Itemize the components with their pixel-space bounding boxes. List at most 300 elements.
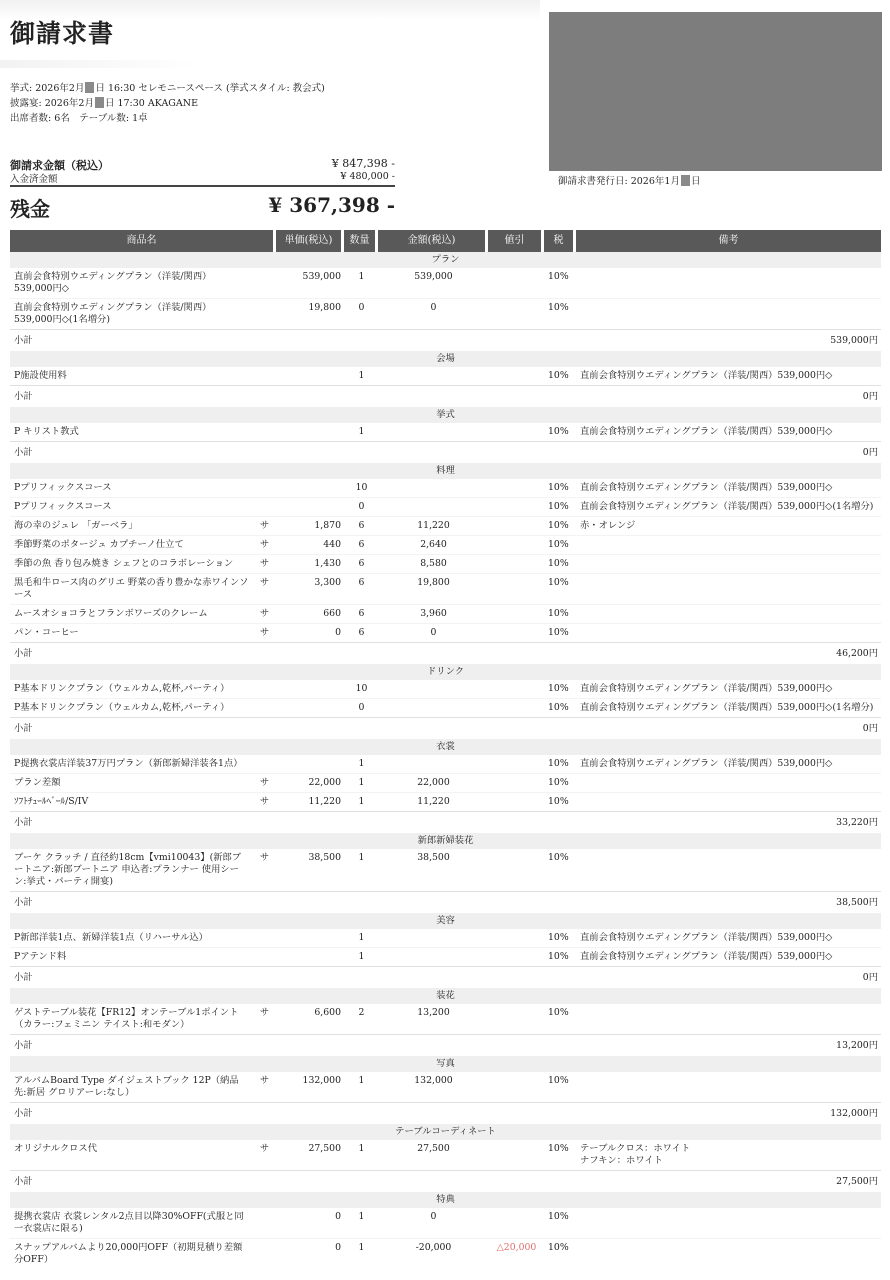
col-header-qty: 数量 xyxy=(344,230,378,252)
invoice-table xyxy=(10,230,881,1269)
item-name: ブーケ クラッチ / 直径約18cm【vmi10043】(新郎ブートニア:新郎ブートニア 申込者:プランナー 使用シーン:挙式・パーティ開宴) xyxy=(14,852,242,887)
subtotal-value: 0円 xyxy=(276,966,881,988)
item-unit-price: 539,000 xyxy=(302,271,341,282)
title-underline xyxy=(0,60,200,68)
subtotal-value: 33,220円 xyxy=(276,811,881,833)
item-service-mark: サ xyxy=(252,554,276,573)
item-discount xyxy=(488,268,544,298)
balance-value: ¥ 367,398 - xyxy=(268,193,395,217)
col-header-amount: 金額(税込) xyxy=(378,230,488,252)
item-quantity: 6 xyxy=(344,623,378,642)
invoice-total-row xyxy=(10,157,395,171)
item-name: P施設使用料 xyxy=(14,370,67,381)
item-unit-price: 6,600 xyxy=(314,1007,341,1018)
item-name: Pプリフィックスコース xyxy=(14,482,112,493)
item-discount: △20,000 xyxy=(488,1238,544,1269)
item-tax-rate: 10% xyxy=(548,271,569,282)
item-service-mark xyxy=(252,947,276,966)
item-quantity: 1 xyxy=(358,271,365,282)
item-note: 直前会食特別ウエディングプラン（洋装/関西）539,000円◇ xyxy=(580,683,833,694)
subtotal-value: 46,200円 xyxy=(276,642,881,664)
item-discount xyxy=(488,535,544,554)
item-note xyxy=(576,773,881,792)
item-quantity: 6 xyxy=(344,573,378,604)
reception-info: 披露宴: 2026年2月 日 17:30 AKAGANE xyxy=(10,98,199,109)
item-service-mark xyxy=(252,268,276,298)
category-row xyxy=(10,252,881,268)
category-label: ドリンク xyxy=(10,664,881,680)
item-quantity: 1 xyxy=(358,426,365,437)
category-label: 料理 xyxy=(10,463,881,479)
item-row xyxy=(10,849,881,891)
item-discount xyxy=(488,554,544,573)
item-service-mark xyxy=(252,698,276,717)
item-service-mark xyxy=(252,1208,276,1238)
item-amount xyxy=(378,698,488,717)
item-unit-price: 440 xyxy=(276,535,344,554)
item-note xyxy=(576,1238,881,1269)
category-row xyxy=(10,913,881,929)
subtotal-row xyxy=(10,717,881,739)
subtotal-label: 小計 xyxy=(10,1102,276,1124)
item-note: 直前会食特別ウエディングプラン（洋装/関西）539,000円◇ xyxy=(580,370,833,381)
totals-block xyxy=(10,157,395,221)
item-service-mark xyxy=(252,755,276,773)
item-tax-rate: 10% xyxy=(544,573,576,604)
subtotal-label: 小計 xyxy=(10,1170,276,1192)
subtotal-value: 0円 xyxy=(276,441,881,463)
attendance-info: 出席者数: 6名 テーブル数: 1卓 xyxy=(10,113,148,124)
item-name: Pアテンド料 xyxy=(10,947,252,966)
item-row xyxy=(10,423,881,441)
item-note: 直前会食特別ウエディングプラン（洋装/関西）539,000円◇ xyxy=(580,426,833,437)
item-name: アルバムBoard Type ダイジェストブック 12P（納品先:新居 グロリアーレ:なし） xyxy=(14,1075,239,1098)
item-quantity: 1 xyxy=(358,852,365,863)
item-note xyxy=(576,1004,881,1034)
item-name: 海の幸のジュレ 「ガーベラ」 xyxy=(10,516,252,535)
item-unit-price: 27,500 xyxy=(308,1143,341,1154)
item-service-mark: サ xyxy=(252,573,276,604)
item-amount: 3,960 xyxy=(378,604,488,623)
item-discount xyxy=(488,773,544,792)
item-amount xyxy=(378,929,488,947)
item-amount: 22,000 xyxy=(378,773,488,792)
item-unit-price: 22,000 xyxy=(276,773,344,792)
subtotal-row xyxy=(10,966,881,988)
item-quantity: 0 xyxy=(344,298,378,329)
category-row xyxy=(10,739,881,755)
item-quantity: 1 xyxy=(358,758,365,769)
redaction-mark xyxy=(85,82,94,93)
item-discount xyxy=(488,1208,544,1238)
col-header-discount: 値引 xyxy=(488,230,544,252)
item-tax-rate: 10% xyxy=(544,698,576,717)
item-quantity: 6 xyxy=(344,516,378,535)
item-tax-rate: 10% xyxy=(544,773,576,792)
item-unit-price xyxy=(276,367,344,385)
item-discount xyxy=(488,367,544,385)
item-discount xyxy=(488,516,544,535)
category-label: 装花 xyxy=(10,988,881,1004)
item-row xyxy=(10,604,881,623)
item-name: 季節の魚 香り包み焼き シェフとのコラボレーション xyxy=(10,554,252,573)
category-label: 会場 xyxy=(10,351,881,367)
item-amount xyxy=(378,755,488,773)
item-row xyxy=(10,755,881,773)
item-row xyxy=(10,1004,881,1034)
redacted-photo xyxy=(549,12,882,171)
item-note: 直前会食特別ウエディングプラン（洋装/関西）539,000円◇ xyxy=(580,932,833,943)
item-quantity: 1 xyxy=(358,370,365,381)
subtotal-label: 小計 xyxy=(10,891,276,913)
item-quantity: 6 xyxy=(344,535,378,554)
item-name: ムースオショコラとフランボワーズのクレーム xyxy=(10,604,252,623)
category-label: テーブルコーディネート xyxy=(10,1124,881,1140)
item-discount xyxy=(488,698,544,717)
item-row xyxy=(10,698,881,717)
item-amount xyxy=(378,367,488,385)
item-amount xyxy=(378,497,488,516)
item-unit-price xyxy=(276,755,344,773)
item-amount: 11,220 xyxy=(378,792,488,811)
item-unit-price xyxy=(276,680,344,698)
item-amount xyxy=(378,423,488,441)
paid-label: 入金済金額 xyxy=(10,174,58,185)
item-row xyxy=(10,535,881,554)
item-tax-rate: 10% xyxy=(548,932,569,943)
item-unit-price xyxy=(276,423,344,441)
item-discount xyxy=(488,479,544,497)
category-label: 特典 xyxy=(10,1192,881,1208)
category-row xyxy=(10,664,881,680)
subtotal-label: 小計 xyxy=(10,385,276,407)
item-row xyxy=(10,792,881,811)
item-tax-rate: 10% xyxy=(548,426,569,437)
item-name: パン・コーヒー xyxy=(10,623,252,642)
item-service-mark xyxy=(252,423,276,441)
subtotal-value: 132,000円 xyxy=(276,1102,881,1124)
item-discount xyxy=(488,929,544,947)
item-row xyxy=(10,1072,881,1102)
item-discount xyxy=(488,792,544,811)
item-amount: 0 xyxy=(430,1211,437,1222)
item-name: スナップアルバムより20,000円OFF（初期見積り差額分OFF） xyxy=(10,1238,252,1269)
item-name: 季節野菜のポタージュ カプチーノ仕立て xyxy=(10,535,252,554)
item-name: P キリスト教式 xyxy=(14,426,79,437)
item-tax-rate: 10% xyxy=(544,535,576,554)
category-row xyxy=(10,1192,881,1208)
item-note xyxy=(576,849,881,891)
subtotal-value: 27,500円 xyxy=(276,1170,881,1192)
item-unit-price: 660 xyxy=(276,604,344,623)
subtotal-label: 小計 xyxy=(10,1034,276,1056)
subtotal-label: 小計 xyxy=(10,811,276,833)
item-unit-price xyxy=(276,479,344,497)
item-service-mark: サ xyxy=(252,535,276,554)
item-row xyxy=(10,1208,881,1238)
subtotal-label: 小計 xyxy=(10,966,276,988)
item-note xyxy=(576,535,881,554)
subtotal-row xyxy=(10,385,881,407)
item-discount xyxy=(488,947,544,966)
subtotal-row xyxy=(10,329,881,351)
item-service-mark: サ xyxy=(252,623,276,642)
col-header-price: 単価(税込) xyxy=(276,230,344,252)
item-name: 直前会食特別ウエディングプラン（洋装/関西）539,000円◇ xyxy=(14,271,212,294)
item-unit-price: 19,800 xyxy=(276,298,344,329)
item-row xyxy=(10,497,881,516)
item-note xyxy=(576,1072,881,1102)
category-label: 写真 xyxy=(10,1056,881,1072)
item-unit-price: 3,300 xyxy=(276,573,344,604)
item-quantity: 6 xyxy=(344,604,378,623)
item-quantity: 1 xyxy=(344,947,378,966)
item-note: 赤・オレンジ xyxy=(576,516,881,535)
item-service-mark xyxy=(252,479,276,497)
item-service-mark: サ xyxy=(259,1075,270,1086)
col-header-tax: 税 xyxy=(544,230,576,252)
item-amount: 0 xyxy=(378,298,488,329)
item-amount: 8,580 xyxy=(378,554,488,573)
item-tax-rate: 10% xyxy=(544,947,576,966)
subtotal-label: 小計 xyxy=(10,642,276,664)
item-quantity: 2 xyxy=(358,1007,365,1018)
item-discount xyxy=(488,1140,544,1170)
item-row xyxy=(10,929,881,947)
item-service-mark xyxy=(252,1238,276,1269)
item-unit-price: 0 xyxy=(335,1211,341,1222)
item-service-mark xyxy=(252,298,276,329)
item-note: 直前会食特別ウエディングプラン（洋装/関西）539,000円◇(1名増分) xyxy=(576,698,881,717)
item-note xyxy=(576,298,881,329)
item-service-mark xyxy=(252,680,276,698)
item-note xyxy=(576,792,881,811)
item-name: 黒毛和牛ロース肉のグリエ 野菜の香り豊かな赤ワインソース xyxy=(10,573,252,604)
category-label: 衣裳 xyxy=(10,739,881,755)
item-quantity: 1 xyxy=(344,792,378,811)
category-row xyxy=(10,833,881,849)
item-tax-rate: 10% xyxy=(544,554,576,573)
subtotal-row xyxy=(10,441,881,463)
item-service-mark: サ xyxy=(252,773,276,792)
page-title: 御請求書 xyxy=(10,19,115,48)
subtotal-value: 0円 xyxy=(276,385,881,407)
item-quantity: 1 xyxy=(344,1238,378,1269)
item-service-mark: サ xyxy=(259,852,270,863)
ceremony-info: 挙式: 2026年2月 日 16:30 セレモニースペース (挙式スタイル: 教会式) xyxy=(10,83,325,94)
item-unit-price: 11,220 xyxy=(276,792,344,811)
category-row xyxy=(10,463,881,479)
item-amount: 27,500 xyxy=(417,1143,450,1154)
redaction-mark xyxy=(95,97,104,108)
item-discount xyxy=(488,298,544,329)
subtotal-value: 38,500円 xyxy=(276,891,881,913)
item-discount xyxy=(488,755,544,773)
item-tax-rate: 10% xyxy=(544,792,576,811)
item-service-mark: サ xyxy=(252,604,276,623)
item-note: 直前会食特別ウエディングプラン（洋装/関西）539,000円◇ xyxy=(580,758,833,769)
item-unit-price xyxy=(276,497,344,516)
item-discount xyxy=(488,849,544,891)
item-amount xyxy=(378,947,488,966)
item-service-mark xyxy=(252,367,276,385)
item-tax-rate: 10% xyxy=(548,1007,569,1018)
item-tax-rate: 10% xyxy=(544,298,576,329)
item-row xyxy=(10,623,881,642)
item-name: ｿﾌﾄﾁｭｰﾙﾍﾞｰﾙ/S/IV xyxy=(10,792,252,811)
item-service-mark: サ xyxy=(259,1007,270,1018)
item-row xyxy=(10,298,881,329)
item-quantity: 1 xyxy=(358,1075,365,1086)
category-row xyxy=(10,988,881,1004)
item-amount: 539,000 xyxy=(414,271,453,282)
item-tax-rate: 10% xyxy=(548,482,569,493)
category-row xyxy=(10,1124,881,1140)
item-discount xyxy=(488,423,544,441)
item-tax-rate: 10% xyxy=(548,1075,569,1086)
item-row xyxy=(10,573,881,604)
subtotal-row xyxy=(10,642,881,664)
item-amount xyxy=(378,680,488,698)
subtotal-value: 539,000円 xyxy=(276,329,881,351)
item-row xyxy=(10,773,881,792)
item-tax-rate: 10% xyxy=(544,516,576,535)
item-unit-price: 0 xyxy=(276,1238,344,1269)
item-quantity: 1 xyxy=(358,932,365,943)
category-label: 美容 xyxy=(10,913,881,929)
item-note: 直前会食特別ウエディングプラン（洋装/関西）539,000円◇ xyxy=(580,482,833,493)
subtotal-row xyxy=(10,811,881,833)
item-row xyxy=(10,268,881,298)
item-unit-price: 132,000 xyxy=(302,1075,341,1086)
item-name: ゲストテーブル装花【FR12】オンテーブル1ポイント（カラー:フェミニン テイスト:和モダン） xyxy=(14,1007,239,1030)
item-name: P新郎洋装1点、新婦洋装1点（リハーサル込） xyxy=(14,932,208,943)
subtotal-value: 0円 xyxy=(276,717,881,739)
item-row xyxy=(10,554,881,573)
item-tax-rate: 10% xyxy=(548,370,569,381)
item-service-mark: サ xyxy=(252,792,276,811)
item-unit-price: 38,500 xyxy=(308,852,341,863)
item-tax-rate: 10% xyxy=(544,604,576,623)
item-note: テーブルクロス：ホワイト ナフキン：ホワイト xyxy=(580,1143,691,1166)
item-note xyxy=(576,554,881,573)
table-header-row xyxy=(10,230,881,252)
item-discount xyxy=(488,1004,544,1034)
balance-label: 残金 xyxy=(10,197,50,221)
item-name: P基本ドリンクプラン（ウェルカム,乾杯,パーティ） xyxy=(14,683,230,694)
item-tax-rate: 10% xyxy=(544,623,576,642)
item-amount xyxy=(378,479,488,497)
item-note xyxy=(576,573,881,604)
item-quantity: 10 xyxy=(355,482,368,493)
subtotal-label: 小計 xyxy=(10,329,276,351)
category-label: プラン xyxy=(10,252,881,268)
subtotal-row xyxy=(10,1102,881,1124)
item-row xyxy=(10,1140,881,1170)
item-unit-price xyxy=(276,929,344,947)
item-note: 直前会食特別ウエディングプラン（洋装/関西）539,000円◇(1名増分) xyxy=(576,497,881,516)
paid-row xyxy=(10,171,395,184)
subtotal-row xyxy=(10,1170,881,1192)
item-note xyxy=(576,1208,881,1238)
item-amount: 2,640 xyxy=(378,535,488,554)
item-service-mark xyxy=(252,929,276,947)
item-amount: 0 xyxy=(378,623,488,642)
event-info xyxy=(10,81,325,126)
item-name: P基本ドリンクプラン（ウェルカム,乾杯,パーティ） xyxy=(10,698,252,717)
category-row xyxy=(10,1056,881,1072)
item-amount: 13,200 xyxy=(417,1007,450,1018)
item-row xyxy=(10,516,881,535)
item-discount xyxy=(488,623,544,642)
paid-value: ¥ 480,000 - xyxy=(340,171,395,182)
item-quantity: 0 xyxy=(344,698,378,717)
item-unit-price: 1,870 xyxy=(276,516,344,535)
item-quantity: 10 xyxy=(355,683,368,694)
subtotal-label: 小計 xyxy=(10,717,276,739)
item-row xyxy=(10,680,881,698)
item-amount: -20,000 xyxy=(378,1238,488,1269)
item-row xyxy=(10,479,881,497)
item-discount xyxy=(488,1072,544,1102)
item-quantity: 1 xyxy=(358,1143,365,1154)
subtotal-label: 小計 xyxy=(10,441,276,463)
item-tax-rate: 10% xyxy=(548,683,569,694)
item-tax-rate: 10% xyxy=(548,1211,569,1222)
item-note xyxy=(576,268,881,298)
item-service-mark: サ xyxy=(259,1143,270,1154)
item-tax-rate: 10% xyxy=(544,497,576,516)
item-unit-price: 0 xyxy=(276,623,344,642)
item-unit-price: 1,430 xyxy=(276,554,344,573)
item-tax-rate: 10% xyxy=(548,852,569,863)
redaction-mark xyxy=(681,175,690,186)
item-name: P提携衣裳店洋装37万円プラン（新郎新婦洋装各1点） xyxy=(14,758,243,769)
item-name: プラン差額 xyxy=(10,773,252,792)
item-discount xyxy=(488,573,544,604)
item-discount xyxy=(488,604,544,623)
item-name: 提携衣裳店 衣裳レンタル2点目以降30%OFF(式服と同一衣裳店に限る) xyxy=(14,1211,244,1234)
item-service-mark xyxy=(252,497,276,516)
item-unit-price xyxy=(276,698,344,717)
item-quantity: 6 xyxy=(344,554,378,573)
issue-date: 御請求書発行日: 2026年1月 日 xyxy=(558,176,701,187)
item-unit-price xyxy=(276,947,344,966)
item-amount: 38,500 xyxy=(417,852,450,863)
item-tax-rate: 10% xyxy=(548,758,569,769)
invoice-table-body xyxy=(10,252,881,1269)
item-tax-rate: 10% xyxy=(548,1143,569,1154)
item-name: 直前会食特別ウエディングプラン（洋装/関西）539,000円◇(1名増分) xyxy=(10,298,252,329)
item-note xyxy=(576,623,881,642)
subtotal-row xyxy=(10,1034,881,1056)
item-quantity: 1 xyxy=(358,1211,365,1222)
item-discount xyxy=(488,497,544,516)
subtotal-row xyxy=(10,891,881,913)
balance-row xyxy=(10,187,395,221)
item-row xyxy=(10,367,881,385)
item-note: 直前会食特別ウエディングプラン（洋装/関西）539,000円◇ xyxy=(576,947,881,966)
item-quantity: 0 xyxy=(344,497,378,516)
col-header-name: 商品名 xyxy=(10,230,276,252)
category-label: 新郎新婦装花 xyxy=(10,833,881,849)
item-row xyxy=(10,947,881,966)
item-amount: 19,800 xyxy=(378,573,488,604)
item-quantity: 1 xyxy=(344,773,378,792)
category-label: 挙式 xyxy=(10,407,881,423)
item-name: オリジナルクロス代 xyxy=(14,1143,98,1154)
item-amount: 11,220 xyxy=(378,516,488,535)
